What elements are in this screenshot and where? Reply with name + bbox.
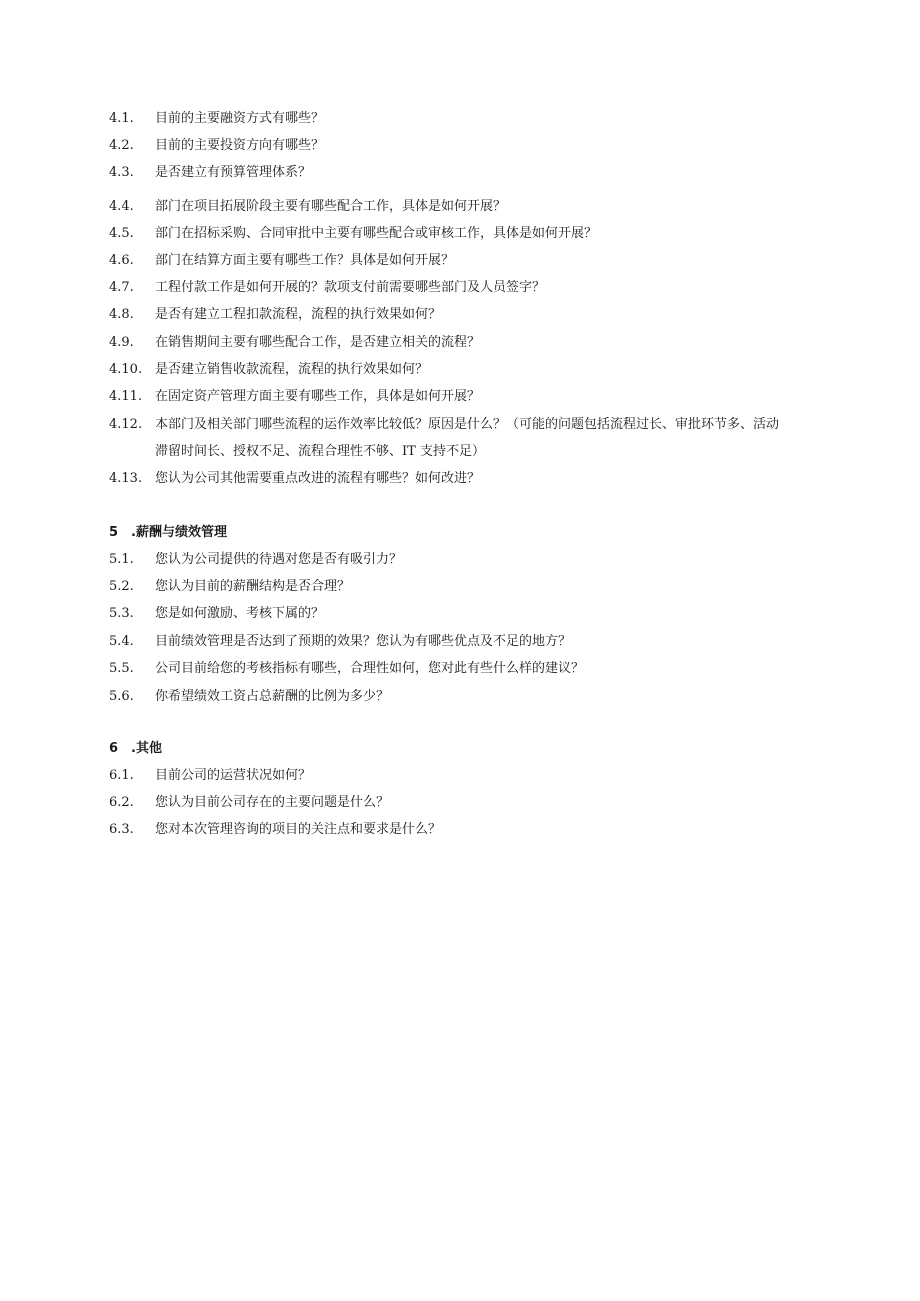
item-text: 工程付款工作是如何开展的？款项支付前需要哪些部门及人员签字？: [155, 280, 546, 295]
item-number: 6.2.: [109, 795, 134, 810]
item-text: 目前绩效管理是否达到了预期的效果？您认为有哪些优点及不足的地方？: [155, 634, 572, 649]
item-text: 目前的主要融资方式有哪些？: [155, 111, 325, 126]
section-title: .其他: [131, 741, 162, 756]
item-text: 你希望绩效工资占总薪酬的比例为多少？: [155, 689, 390, 704]
item-number: 4.10.: [109, 362, 143, 377]
item-number: 5.4.: [109, 634, 134, 649]
item-number: 5.3.: [109, 606, 134, 621]
item-number: 5.2.: [109, 579, 134, 594]
section-number: 5: [109, 525, 119, 540]
item-text: 部门在结算方面主要有哪些工作？具体是如何开展？: [155, 253, 455, 268]
item-text: 公司目前给您的考核指标有哪些，合理性如何，您对此有些什么样的建议？: [155, 661, 585, 676]
item-text: 目前公司的运营状况如何？: [155, 768, 312, 783]
item-text: 您认为公司提供的待遇对您是否有吸引力？: [155, 552, 403, 567]
item-text: 在销售期间主要有哪些配合工作，是否建立相关的流程？: [155, 335, 481, 350]
section-heading: [109, 739, 162, 759]
item-number: 5.1.: [109, 552, 134, 567]
item-number: 4.2.: [109, 138, 134, 153]
item-text: 目前的主要投资方向有哪些？: [155, 138, 325, 153]
item-number: 4.7.: [109, 280, 134, 295]
item-text: 您对本次管理咨询的项目的关注点和要求是什么？: [155, 822, 442, 837]
item-number: 4.4.: [109, 199, 134, 214]
item-text: 部门在项目拓展阶段主要有哪些配合工作，具体是如何开展？: [155, 199, 507, 214]
item-text: 是否建立销售收款流程，流程的执行效果如何？: [155, 362, 429, 377]
item-text: 您认为目前公司存在的主要问题是什么？: [155, 795, 390, 810]
item-number: 5.6.: [109, 689, 134, 704]
item-number: 6.3.: [109, 822, 134, 837]
item-number: 5.5.: [109, 661, 134, 676]
item-text: 部门在招标采购、合同审批中主要有哪些配合或审核工作，具体是如何开展？: [155, 226, 598, 241]
item-text: 本部门及相关部门哪些流程的运作效率比较低？原因是什么？（可能的问题包括流程过长、审批环节多、活动: [155, 417, 780, 432]
item-number: 4.13.: [109, 471, 143, 486]
item-number: 4.5.: [109, 226, 134, 241]
item-text-continuation: 滞留时间长、授权不足、流程合理性不够、IT 支持不足）: [155, 444, 485, 459]
item-text: 是否建立有预算管理体系？: [155, 165, 312, 180]
section-title: .薪酬与绩效管理: [131, 525, 227, 540]
item-text: 您是如何激励、考核下属的？: [155, 606, 325, 621]
item-number: 4.6.: [109, 253, 134, 268]
section-heading: [109, 523, 227, 543]
item-number: 4.9.: [109, 335, 134, 350]
item-text: 您认为公司其他需要重点改进的流程有哪些？如何改进？: [155, 471, 481, 486]
item-text: 您认为目前的薪酬结构是否合理？: [155, 579, 351, 594]
item-number: 4.11.: [109, 389, 143, 404]
item-text: 在固定资产管理方面主要有哪些工作，具体是如何开展？: [155, 389, 481, 404]
item-number: 4.8.: [109, 307, 134, 322]
item-number: 6.1.: [109, 768, 134, 783]
item-number: 4.12.: [109, 417, 143, 432]
item-number: 4.1.: [109, 111, 134, 126]
item-number: 4.3.: [109, 165, 134, 180]
section-number: 6: [109, 741, 119, 756]
item-text: 是否有建立工程扣款流程，流程的执行效果如何？: [155, 307, 442, 322]
